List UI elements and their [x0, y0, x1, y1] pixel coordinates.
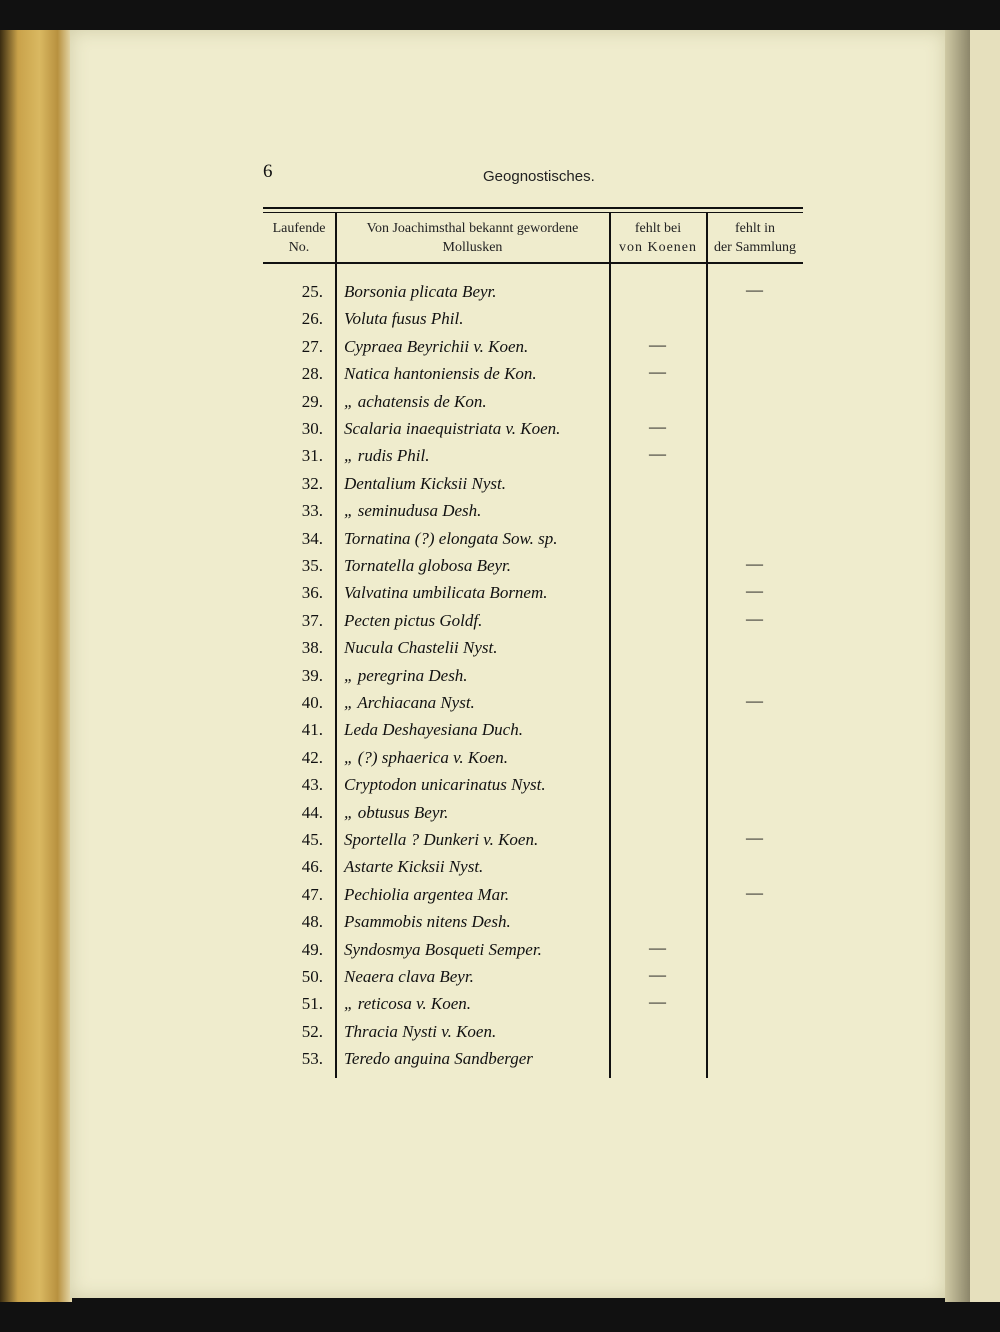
table-row: [70, 666, 945, 693]
row-number: 28.: [301, 364, 323, 384]
header-laufende-line1: Laufende: [272, 221, 326, 236]
header-sammlung-line2: der Sammlung: [713, 240, 797, 255]
row-number: 25.: [301, 282, 323, 301]
table-row: [70, 994, 945, 1021]
header-koenen-line1: fehlt bei: [634, 221, 682, 236]
table-row: [70, 334, 945, 364]
row-number: 53.: [301, 1049, 323, 1069]
species-name: Pechiolia argentea Mar.: [344, 884, 510, 904]
row-number: 40.: [301, 693, 323, 712]
table-row: [70, 638, 945, 665]
missing-sammlung-mark: —: [746, 608, 763, 628]
book-edge-right: [945, 30, 970, 1302]
table-row: [70, 608, 945, 638]
row-number: 31.: [301, 446, 323, 466]
row-number: 27.: [301, 336, 323, 356]
table-row: [70, 882, 945, 912]
missing-koenen-mark: —: [649, 444, 666, 464]
row-number: 36.: [301, 583, 323, 603]
row-number: 41.: [301, 720, 323, 740]
header-mollusken-line1: Von Joachimsthal bekannt gewordene: [366, 221, 579, 236]
species-name: „ reticosa v. Koen.: [344, 994, 472, 1014]
row-number: 51.: [301, 994, 323, 1014]
row-number: 29.: [301, 391, 323, 411]
species-name: „ rudis Phil.: [344, 446, 430, 466]
species-name: Tornatina (?) elongata Sow. sp.: [344, 528, 558, 548]
header-mollusken-line2: Mollusken: [442, 240, 503, 255]
row-number: 52.: [301, 1021, 323, 1041]
species-name: Cypraea Beyrichii v. Koen.: [344, 336, 529, 356]
species-name: „ Archiacana Nyst.: [344, 693, 475, 712]
species-name: Nucula Chastelii Nyst.: [344, 638, 498, 658]
table-row: [70, 937, 945, 967]
table-row: [70, 501, 945, 528]
species-name: Voluta fusus Phil.: [344, 309, 464, 329]
table-row: [70, 1022, 945, 1049]
header-laufende-no: [263, 219, 335, 257]
species-name: Neaera clava Beyr.: [344, 967, 474, 986]
row-number: 47.: [301, 884, 323, 904]
species-name: „ peregrina Desh.: [344, 665, 468, 685]
table-top-rule: [263, 207, 803, 209]
row-number: 26.: [301, 309, 323, 329]
table-row: [70, 857, 945, 884]
species-name: Leda Deshayesiana Duch.: [344, 720, 523, 740]
header-koenen-line2: von Koenen: [618, 240, 698, 255]
species-name: „ seminudusa Desh.: [344, 501, 482, 521]
species-name: Borsonia plicata Beyr.: [344, 282, 497, 301]
header-fehlt-bei-koenen: [610, 219, 706, 257]
row-number: 50.: [301, 967, 323, 986]
row-number: 48.: [301, 912, 323, 932]
table-row: [70, 720, 945, 747]
table-row: [70, 693, 945, 720]
header-sammlung-line1: fehlt in: [734, 221, 776, 236]
missing-koenen-mark: —: [649, 937, 666, 957]
table-row: [70, 282, 945, 309]
table-row: [70, 529, 945, 556]
missing-koenen-mark: —: [649, 417, 666, 436]
table-row: [70, 775, 945, 802]
table-row: [70, 803, 945, 830]
row-number: 35.: [301, 556, 323, 575]
species-name: Tornatella globosa Beyr.: [344, 556, 512, 575]
missing-sammlung-mark: —: [746, 581, 763, 601]
row-number: 44.: [301, 802, 323, 822]
row-number: 37.: [301, 610, 323, 630]
row-number: 49.: [301, 939, 323, 959]
running-head: Geognostisches.: [483, 168, 595, 185]
missing-sammlung-mark: —: [746, 691, 763, 710]
header-laufende-line2: No.: [288, 240, 310, 255]
species-name: Cryptodon unicarinatus Nyst.: [344, 775, 546, 795]
row-number: 43.: [301, 775, 323, 795]
page-number: 6: [263, 161, 273, 182]
table-row: [70, 748, 945, 775]
book-edge-left: [0, 30, 72, 1302]
species-name: Teredo anguina Sandberger: [344, 1049, 533, 1069]
table-row: [70, 446, 945, 473]
species-name: Dentalium Kicksii Nyst.: [344, 473, 506, 493]
table-row: [70, 967, 945, 994]
table-top-rule-thin: [263, 212, 803, 213]
missing-sammlung-mark: —: [746, 280, 763, 299]
header-fehlt-in-sammlung: [707, 219, 803, 257]
table-row: [70, 309, 945, 336]
species-name: Psammobis nitens Desh.: [344, 912, 511, 932]
row-number: 32.: [301, 473, 323, 493]
species-name: Thracia Nysti v. Koen.: [344, 1021, 497, 1041]
species-name: Natica hantoniensis de Kon.: [344, 364, 537, 384]
row-number: 39.: [301, 665, 323, 685]
table-row: [70, 556, 945, 583]
species-name: Valvatina umbilicata Bornem.: [344, 583, 548, 603]
missing-koenen-mark: —: [649, 362, 666, 382]
species-name: Pecten pictus Goldf.: [344, 610, 483, 630]
row-number: 30.: [301, 419, 323, 438]
missing-sammlung-mark: —: [746, 882, 763, 902]
header-mollusken: [336, 219, 609, 257]
table-row: [70, 1049, 945, 1076]
header-bottom-rule: [263, 262, 803, 264]
table-row: [70, 419, 945, 446]
missing-koenen-mark: —: [649, 992, 666, 1012]
species-name: Syndosmya Bosqueti Semper.: [344, 939, 542, 959]
row-number: 42.: [301, 747, 323, 767]
row-number: 38.: [301, 638, 323, 658]
table-row: [70, 364, 945, 391]
row-number: 34.: [301, 528, 323, 548]
species-name: Astarte Kicksii Nyst.: [344, 857, 484, 877]
species-name: „ achatensis de Kon.: [344, 391, 487, 411]
table-row: [70, 474, 945, 501]
missing-sammlung-mark: —: [746, 554, 763, 573]
table-row: [70, 912, 945, 939]
missing-koenen-mark: —: [649, 965, 666, 984]
table-row: [70, 583, 945, 610]
row-number: 33.: [301, 501, 323, 521]
species-name: Sportella ? Dunkeri v. Koen.: [344, 830, 539, 849]
row-number: 45.: [301, 830, 323, 849]
facing-page-sliver: [970, 30, 1000, 1302]
missing-sammlung-mark: —: [746, 828, 763, 847]
table-row: [70, 830, 945, 857]
book-page: [70, 30, 945, 1298]
species-name: „ obtusus Beyr.: [344, 802, 449, 822]
row-number: 46.: [301, 857, 323, 877]
missing-koenen-mark: —: [649, 334, 666, 354]
species-name: „ (?) sphaerica v. Koen.: [344, 747, 508, 767]
species-name: Scalaria inaequistriata v. Koen.: [344, 419, 561, 438]
table-row: [70, 392, 945, 419]
